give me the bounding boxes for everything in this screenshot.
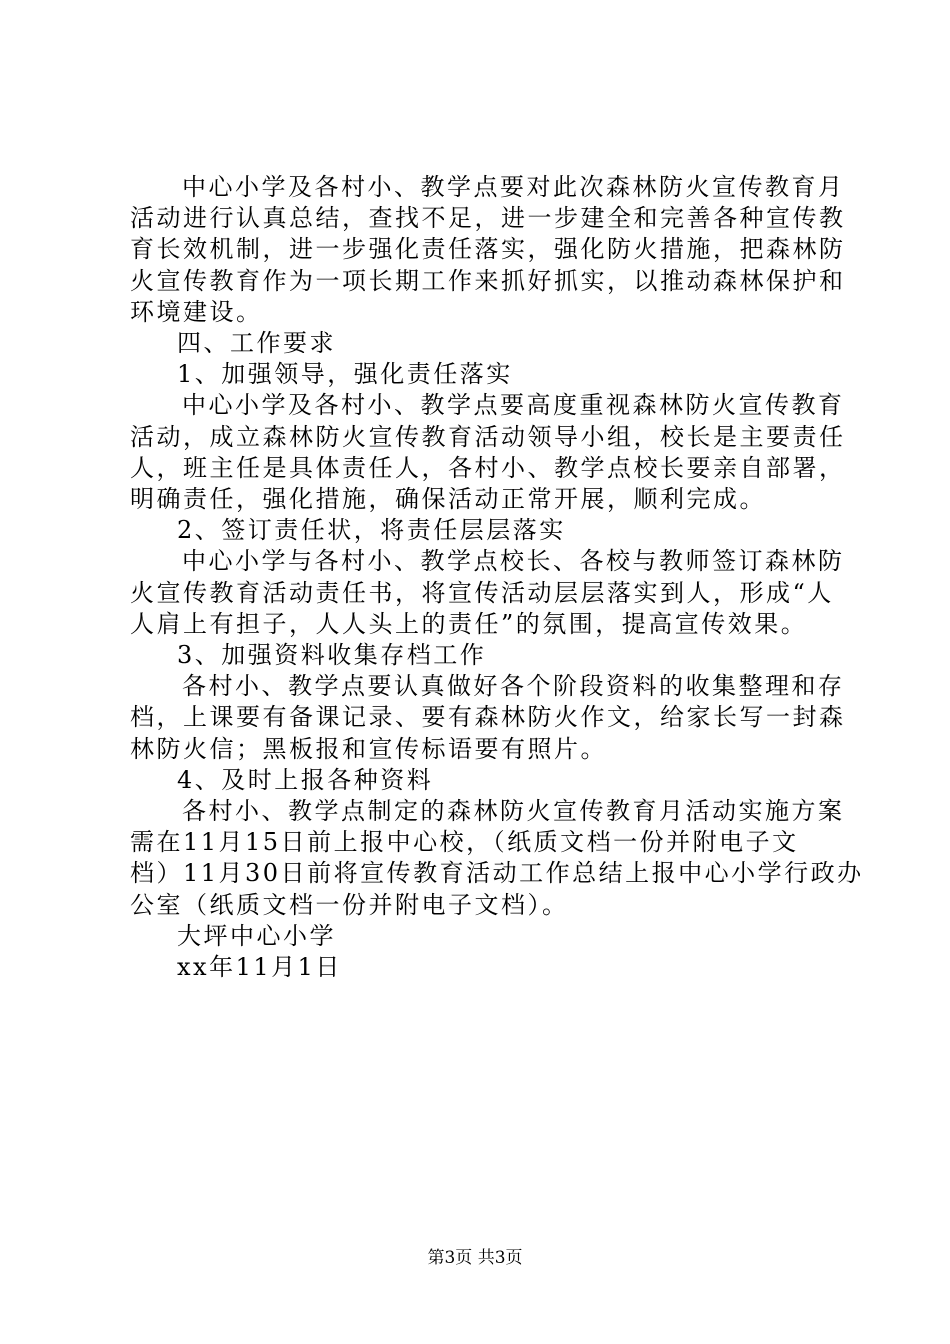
paragraph-line: 活动进行认真总结，查找不足，进一步建全和完善各种宣传教 xyxy=(130,204,846,233)
paragraph-line: 档）11月30日前将宣传教育活动工作总结上报中心小学行政办 xyxy=(130,859,864,888)
signature-date: xx年11月1日 xyxy=(177,953,342,982)
paragraph-line: 中心小学与各村小、教学点校长、各校与教师签订森林防 xyxy=(182,547,845,576)
subsection-heading: 4、及时上报各种资料 xyxy=(177,765,434,794)
page-footer xyxy=(0,1243,950,1268)
paragraph-line: 需在11月15日前上报中心校，（纸质文档一份并附电子文 xyxy=(130,828,799,857)
paragraph-line: 育长效机制，进一步强化责任落实，强化防火措施，把森林防 xyxy=(130,235,846,264)
paragraph-line: 火宣传教育作为一项长期工作来抓好抓实，以推动森林保护和 xyxy=(130,266,846,295)
paragraph-line: 档，上课要有备课记录、要有森林防火作文，给家长写一封森 xyxy=(130,703,846,732)
subsection-heading: 3、加强资料收集存档工作 xyxy=(177,641,487,670)
paragraph-line: 中心小学及各村小、教学点要高度重视森林防火宣传教育 xyxy=(182,391,845,420)
paragraph-line: 人肩上有担子，人人头上的责任”的氛围，提高宣传效果。 xyxy=(130,609,808,638)
signature-organization: 大坪中心小学 xyxy=(177,921,336,950)
section-heading: 四、工作要求 xyxy=(177,329,336,358)
document-body xyxy=(130,172,864,983)
paragraph-line: 各村小、教学点要认真做好各个阶段资料的收集整理和存 xyxy=(182,672,845,701)
paragraph-line: 环境建设。 xyxy=(130,297,263,326)
paragraph-line: 活动，成立森林防火宣传教育活动领导小组，校长是主要责任 xyxy=(130,422,846,451)
paragraph-line: 林防火信；黑板报和宣传标语要有照片。 xyxy=(130,734,607,763)
paragraph-line: 各村小、教学点制定的森林防火宣传教育月活动实施方案 xyxy=(182,797,845,826)
page-number: 第3页 共3页 xyxy=(427,1248,523,1268)
paragraph-line: 火宣传教育活动责任书，将宣传活动层层落实到人，形成“人 xyxy=(130,578,834,607)
paragraph-line: 中心小学及各村小、教学点要对此次森林防火宣传教育月 xyxy=(182,173,845,201)
paragraph-line: 公室（纸质文档一份并附电子文档）。 xyxy=(130,890,569,919)
paragraph-line: 明确责任，强化措施，确保活动正常开展，顺利完成。 xyxy=(130,485,766,514)
subsection-heading: 1、加强领导，强化责任落实 xyxy=(177,360,513,389)
subsection-heading: 2、签订责任状，将责任层层落实 xyxy=(177,516,566,545)
paragraph-line: 人，班主任是具体责任人，各村小、教学点校长要亲自部署， xyxy=(130,453,846,482)
